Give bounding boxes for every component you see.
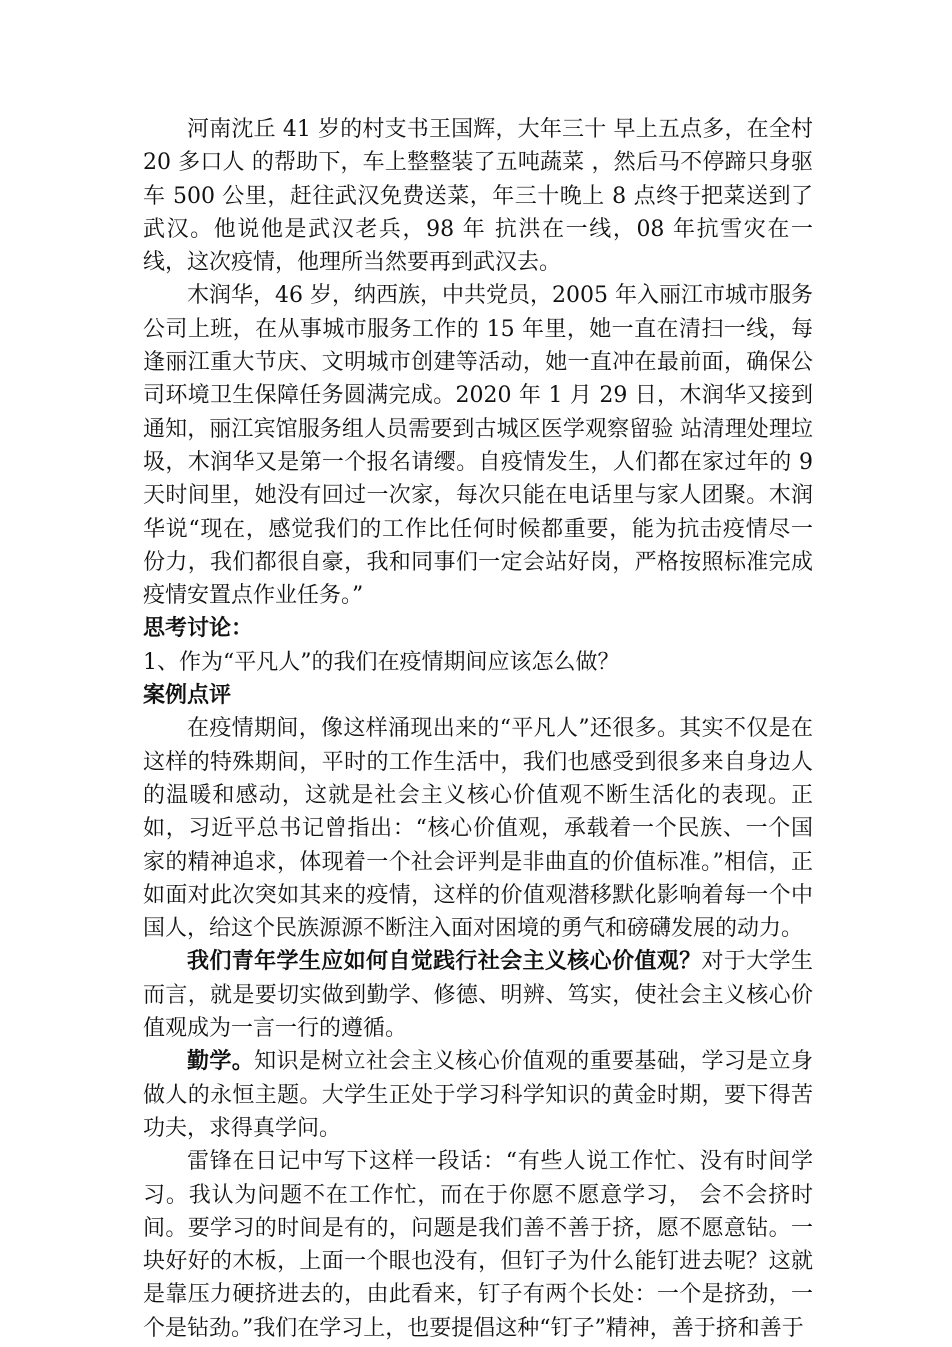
heading-discussion: 思考讨论： (143, 616, 254, 642)
paragraph-wang-guohui: 河南沈丘 41 岁的村支书王国辉，大年三十 早上五点多，在全村 20 多口人 的帮助下，车上整整装了五吨蔬菜 ，然后马不停蹄只身驱车 500 公里，赶往武汉免费送菜，年三十晚上 8 点终于把菜送到了武汉。他说他是武汉老兵，98 年 抗洪在一线，08 年抗雪灾在一线，这次疫情，他理所当然要再到武汉去。 (143, 117, 813, 276)
diligent-study-text: 知识是树立社会主义核心价值观的重要基础，学习是立身做人的永恒主题。大学生正处于学习科学知识的黄金时期，要下得苦功夫，求得真学问。 (143, 1049, 813, 1141)
paragraph-lei-feng: 雷锋在日记中写下这样一段话：“有些人说工作忙、没有时间学习。我认为问题不在工作忙，而在于你愿不愿意学习， 会不会挤时间。要学习的时间是有的，问题是我们善不善于挤，愿不愿意钻。一块好好的木板，上面一个眼也没有，但钉子为什么能钉进去呢？这就是靠压力硬挤进去的，由此看来，钉子有两个长处：一个是挤劲，一个是钻劲。”我们在学习上，也要提倡这种“钉子”精神，善于挤和善于 (143, 1149, 813, 1341)
youth-practice-lead: 我们青年学生应如何自觉践行社会主义核心价值观？ (187, 949, 702, 975)
document-body (143, 113, 813, 1345)
heading-case-review: 案例点评 (143, 683, 232, 709)
discussion-question-1: 1、作为“平凡人”的我们在疫情期间应该怎么做？ (143, 649, 620, 675)
youth-practice-text: 对于大学生而言，就是要切实做到勤学、修德、明辨、笃实，使社会主义核心价值观成为一言一行的遵循。 (143, 949, 813, 1042)
diligent-study-lead: 勤学。 (187, 1049, 255, 1075)
paragraph-mu-runhua: 木润华，46 岁，纳西族，中共党员，2005 年入丽江市城市服务公司上班，在从事城市服务工作的 15 年里，她一直在清扫一线，每逢丽江重大节庆、文明城市创建等活动，她一直冲在最前面，确保公司环境卫生保障任务圆满完成。2020 年 1 月 29 日，木润华又接到通知，丽江宾馆服务组人员需要到古城区医学观察留验 站清理处理垃圾，木润华又是第一个报名请缨。自疫情发生，人们都在家过年的 9 天时间里，她没有回过一次家，每次只能在电话里与家人团聚。木润华说“现在，感觉我们的工作比任何时候都重要，能为抗击疫情尽一份力，我们都很自豪，我和同事们一定会站好岗，严格按照标准完成疫情安置点作业任务。” (143, 283, 813, 609)
paragraph-diligent-study (143, 1045, 813, 1145)
paragraph-youth-practice (143, 945, 813, 1045)
paragraph-case-review: 在疫情期间，像这样涌现出来的“平凡人”还很多。其实不仅是在这样的特殊期间，平时的工作生活中，我们也感受到很多来自身边人的温暖和感动，这就是社会主义核心价值观不断生活化的表现。正如，习近平总书记曾指出：“核心价值观，承载着一个民族、一个国家的精神追求，体现着一个社会评判是非曲直的价值标准。”相信，正如面对此次突如其来的疫情，这样的价值观潜移默化影响着每一个中国人，给这个民族源源不断注入面对困境的勇气和磅礴发展的动力。 (143, 716, 813, 942)
